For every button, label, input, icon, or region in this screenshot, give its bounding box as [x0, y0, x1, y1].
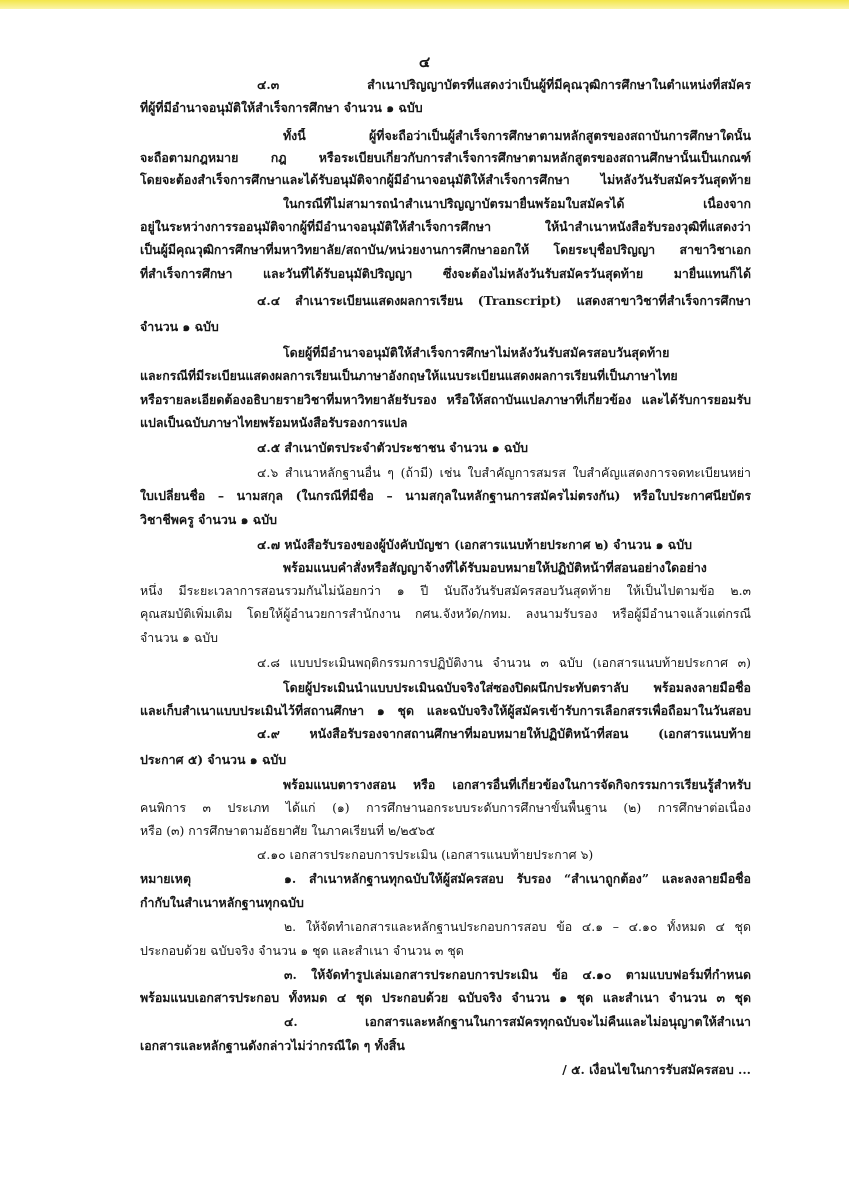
doc-line: เป็นผู้มีคุณวุฒิการศึกษาที่มหาวิทยาลัย/สถาบัน/หน่วยงานการศึกษาออกให้ โดยระบุชื่อปริญญา สาขาวิชาเอก — [140, 242, 751, 257]
item-4-8-heading: ๔.๘ แบบประเมินพฤติกรรมการปฏิบัติงาน จำนวน ๓ ฉบับ (เอกสารแนบท้ายประกาศ ๓) — [257, 655, 751, 670]
remark-4: ๔. เอกสารและหลักฐานในการสมัครทุกฉบับจะไม่คืนและไม่อนุญาตให้สำเนา — [284, 1014, 751, 1029]
doc-line: จำนวน ๑ ฉบับ — [140, 630, 219, 645]
doc-line: และเก็บสำเนาแบบประเมินไว้ที่สถานศึกษา ๑ ชุด และฉบับจริงให้ผู้สมัครเข้ารับการเลือกสรรเพื่อถือมาในวันสอบ — [140, 703, 751, 718]
doc-line: หนึ่ง มีระยะเวลาการสอนรวมกันไม่น้อยกว่า ๑ ปี นับถึงวันรับสมัครสอบวันสุดท้าย ให้เป็นไปตามข้อ ๒.๓ — [140, 583, 751, 598]
doc-line: ที่สำเร็จการศึกษา และวันที่ได้รับอนุมัติปริญญา ซึ่งจะต้องไม่หลังวันรับสมัครวันสุดท้าย มายื่นแทนก็ได้ — [140, 266, 751, 281]
remarks-label: หมายเหตุ — [140, 871, 192, 886]
item-4-5-heading: ๔.๕ สำเนาบัตรประจำตัวประชาชน จำนวน ๑ ฉบับ — [257, 440, 529, 455]
doc-line: ใบเปลี่ยนชื่อ – นามสกุล (ในกรณีที่มีชื่อ – นามสกุลในหลักฐานการสมัครไม่ตรงกัน) หรือใบประกาศนียบัตร — [140, 488, 751, 503]
continuation-note: / ๕. เงื่อนไขในการรับสมัครสอบ ... — [562, 1062, 751, 1077]
doc-line: เอกสารและหลักฐานดังกล่าวไม่ว่ากรณีใด ๆ ทั้งสิ้น — [140, 1038, 405, 1053]
item-4-10-heading: ๔.๑๐ เอกสารประกอบการประเมิน (เอกสารแนบท้ายประกาศ ๖) — [257, 847, 594, 862]
remark-2: ๒. ให้จัดทำเอกสารและหลักฐานประกอบการสอบ ข้อ ๔.๑ – ๔.๑๐ ทั้งหมด ๔ ชุด — [284, 919, 751, 934]
doc-line: พร้อมแนบตารางสอน หรือ เอกสารอื่นที่เกี่ยวข้องในการจัดกิจกรรมการเรียนรู้สำหรับ — [283, 777, 751, 792]
doc-line: คุณสมบัติเพิ่มเติม โดยให้ผู้อำนวยการสำนักงาน กศน.จังหวัด/กทม. ลงนามรับรอง หรือผู้มีอำนาจแล้วแต่กรณี — [140, 606, 751, 621]
doc-line: ประกาศ ๕) จำนวน ๑ ฉบับ — [140, 752, 287, 767]
item-4-9-heading: ๔.๙ หนังสือรับรองจากสถานศึกษาที่มอบหมายให้ปฏิบัติหน้าที่สอน (เอกสารแนบท้าย — [257, 726, 751, 741]
doc-line: ทั้งนี้ ผู้ที่จะถือว่าเป็นผู้สำเร็จการศึกษาตามหลักสูตรของสถาบันการศึกษาใดนั้น — [283, 128, 751, 143]
item-4-4-heading: ๔.๔ สำเนาระเบียนแสดงผลการเรียน (Transcript) แสดงสาขาวิชาที่สำเร็จการศึกษา — [257, 293, 751, 308]
item-4-7-heading: ๔.๗ หนังสือรับรองของผู้บังคับบัญชา (เอกสารแนบท้ายประกาศ ๒) จำนวน ๑ ฉบับ — [257, 537, 692, 552]
doc-line: พร้อมแนบเอกสารประกอบ ทั้งหมด ๔ ชุด ประกอบด้วย ฉบับจริง จำนวน ๑ ชุด และสำเนา จำนวน ๓ ชุด — [140, 990, 751, 1005]
doc-line: พร้อมแนบคำสั่งหรือสัญญาจ้างที่ได้รับมอบหมายให้ปฏิบัติหน้าที่สอนอย่างใดอย่าง — [283, 560, 707, 575]
doc-line: วิชาชีพครู จำนวน ๑ ฉบับ — [140, 512, 277, 527]
doc-line: คนพิการ ๓ ประเภท ได้แก่ (๑) การศึกษานอกระบบระดับการศึกษาขั้นพื้นฐาน (๒) การศึกษาต่อเนื่อง — [140, 800, 751, 815]
remark-1: ๑. สำเนาหลักฐานทุกฉบับให้ผู้สมัครสอบ รับรอง “สำเนาถูกต้อง” และลงลายมือชื่อ — [284, 871, 751, 886]
page-number: ๔ — [418, 53, 431, 71]
doc-line: หรือ (๓) การศึกษาตามอัธยาศัย ในภาคเรียนที่ ๒/๒๕๖๕ — [140, 823, 436, 838]
doc-line: โดยผู้ประเมินนำแบบประเมินฉบับจริงใส่ซองปิดผนึกประทับตราลับ พร้อมลงลายมือชื่อ — [283, 680, 751, 695]
doc-line: จำนวน ๑ ฉบับ — [140, 319, 219, 334]
doc-line: โดยผู้ที่มีอำนาจอนุมัติให้สำเร็จการศึกษาไม่หลังวันรับสมัครสอบวันสุดท้าย — [283, 345, 670, 360]
doc-line: ในกรณีที่ไม่สามารถนำสำเนาปริญญาบัตรมายื่นพร้อมใบสมัครได้ เนื่องจาก — [283, 196, 751, 211]
item-4-6-heading: ๔.๖ สำเนาหลักฐานอื่น ๆ (ถ้ามี) เช่น ใบสำคัญการสมรส ใบสำคัญแสดงการจดทะเบียนหย่า — [257, 465, 751, 480]
doc-line: ประกอบด้วย ฉบับจริง จำนวน ๑ ชุด และสำเนา จำนวน ๓ ชุด — [140, 943, 464, 958]
doc-line: และกรณีที่มีระเบียนแสดงผลการเรียนเป็นภาษาอังกฤษให้แนบระเบียนแสดงผลการเรียนที่เป็นภาษาไทย — [140, 368, 678, 383]
doc-line: กำกับในสำเนาหลักฐานทุกฉบับ — [140, 895, 304, 910]
doc-line: โดยจะต้องสำเร็จการศึกษาและได้รับอนุมัติจากผู้มีอำนาจอนุมัติให้สำเร็จการศึกษา ไม่หลังวันรับสมัครวันสุดท้าย — [140, 172, 751, 187]
item-4-3-heading: ๔.๓ สำเนาปริญญาบัตรที่แสดงว่าเป็นผู้ที่มีคุณวุฒิการศึกษาในตำแหน่งที่สมัคร — [257, 77, 751, 92]
doc-line: ที่ผู้ที่มีอำนาจอนุมัติให้สำเร็จการศึกษา จำนวน ๑ ฉบับ — [140, 100, 423, 115]
doc-line: แปลเป็นฉบับภาษาไทยพร้อมหนังสือรับรองการแปล — [140, 415, 408, 430]
remark-3: ๓. ให้จัดทำรูปเล่มเอกสารประกอบการประเมิน ข้อ ๔.๑๐ ตามแบบฟอร์มที่กำหนด — [284, 967, 751, 982]
doc-line: อยู่ในระหว่างการรออนุมัติจากผู้ที่มีอำนาจอนุมัติให้สำเร็จการศึกษา ให้นำสำเนาหนังสือรับรองวุฒิที่แสดงว่า — [140, 219, 751, 234]
doc-line: หรือรายละเอียดต้องอธิบายรายวิชาที่มหาวิทยาลัยรับรอง หรือให้สถาบันแปลภาษาที่เกี่ยวข้อง และได้รับการยอมรับ — [140, 392, 751, 407]
doc-line: จะถือตามกฎหมาย กฎ หรือระเบียบเกี่ยวกับการสำเร็จการศึกษาตามหลักสูตรของสถานศึกษานั้นเป็นเกณฑ์ — [140, 150, 751, 165]
